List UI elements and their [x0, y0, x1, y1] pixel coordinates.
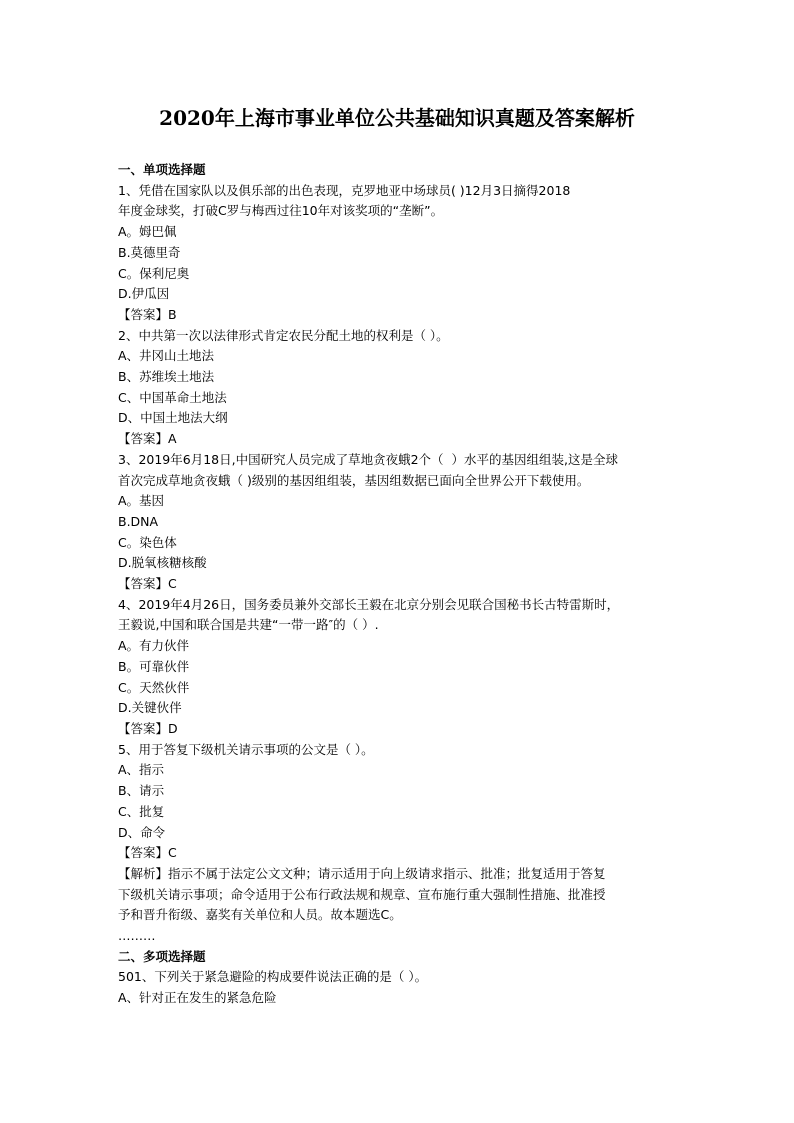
text-line: C。天然伙伴 — [118, 679, 190, 695]
text-line: B.莫德里奇 — [118, 244, 181, 260]
text-line: D、命令 — [118, 824, 166, 840]
text-line: 首次完成草地贪夜蛾（ )级别的基因组组装，基因组数据已面向全世界公开下载使用。 — [118, 472, 590, 488]
text-line: A。基因 — [118, 493, 165, 509]
text-line: 【答案】C — [118, 576, 177, 592]
text-line: 【解析】指示不属于法定公文文种；请示适用于向上级请求指示、批准；批复适用于答复 — [118, 865, 606, 881]
text-line: 【答案】B — [118, 306, 177, 322]
text-line: 5、用于答复下级机关请示事项的公文是（ ）。 — [118, 741, 374, 757]
document-body — [118, 160, 678, 1009]
text-line: C、中国革命土地法 — [118, 389, 227, 405]
text-line: C。保利尼奥 — [118, 265, 190, 281]
text-line: 4、2019年4月26日，国务委员兼外交部长王毅在北京分别会见联合国秘书长古特雷斯时， — [118, 596, 620, 612]
section-heading: 一、单项选择题 — [118, 162, 206, 177]
section-heading: 二、多项选择题 — [118, 948, 206, 964]
text-line: D、中国土地法大纲 — [118, 410, 228, 426]
text-line: A、指示 — [118, 762, 165, 778]
text-line: B.DNA — [118, 513, 159, 529]
text-line: 下级机关请示事项；命令适用于公布行政法规和规章、宣布施行重大强制性措施、批准授 — [118, 886, 606, 902]
text-line: 【答案】D — [118, 720, 178, 736]
text-line: 1、凭借在国家队以及俱乐部的出色表现，克罗地亚中场球员( )12月3日摘得2018 — [118, 182, 571, 198]
text-line: 【答案】A — [118, 431, 177, 447]
text-line: B、请示 — [118, 783, 165, 799]
text-line: B、苏维埃土地法 — [118, 369, 215, 385]
text-line: D.伊瓜因 — [118, 286, 170, 302]
text-line: D.脱氧核糖核酸 — [118, 555, 207, 571]
text-line: A、井冈山土地法 — [118, 348, 215, 364]
text-line: 2、中共第一次以法律形式肯定农民分配土地的权利是（ ）。 — [118, 327, 449, 343]
text-line: ……… — [118, 928, 156, 944]
text-line: 【答案】C — [118, 845, 177, 861]
text-line: A。有力伙伴 — [118, 638, 190, 654]
text-line: A、针对正在发生的紧急危险 — [118, 990, 277, 1006]
text-line: D.关键伙伴 — [118, 700, 182, 716]
text-line: 予和晋升衔级、嘉奖有关单位和人员。故本题选C。 — [118, 907, 402, 923]
text-line: 501、下列关于紧急避险的构成要件说法正确的是（ ）。 — [118, 969, 428, 985]
text-line: 3、2019年6月18日,中国研究人员完成了草地贪夜蛾2个（ ）水平的基因组组装,这是全球 — [118, 451, 618, 467]
text-line: 王毅说,中国和联合国是共建“一带一路″的（ ）. — [118, 617, 379, 633]
document-title: 2020年上海市事业单位公共基础知识真题及答案解析 — [159, 106, 635, 130]
text-line: A。姆巴佩 — [118, 224, 177, 240]
text-line: 年度金球奖，打破C罗与梅西过往10年对该奖项的“垄断”。 — [118, 203, 444, 219]
text-line: B。可靠伙伴 — [118, 658, 190, 674]
text-line: C、批复 — [118, 803, 165, 819]
text-line: C。染色体 — [118, 534, 177, 550]
